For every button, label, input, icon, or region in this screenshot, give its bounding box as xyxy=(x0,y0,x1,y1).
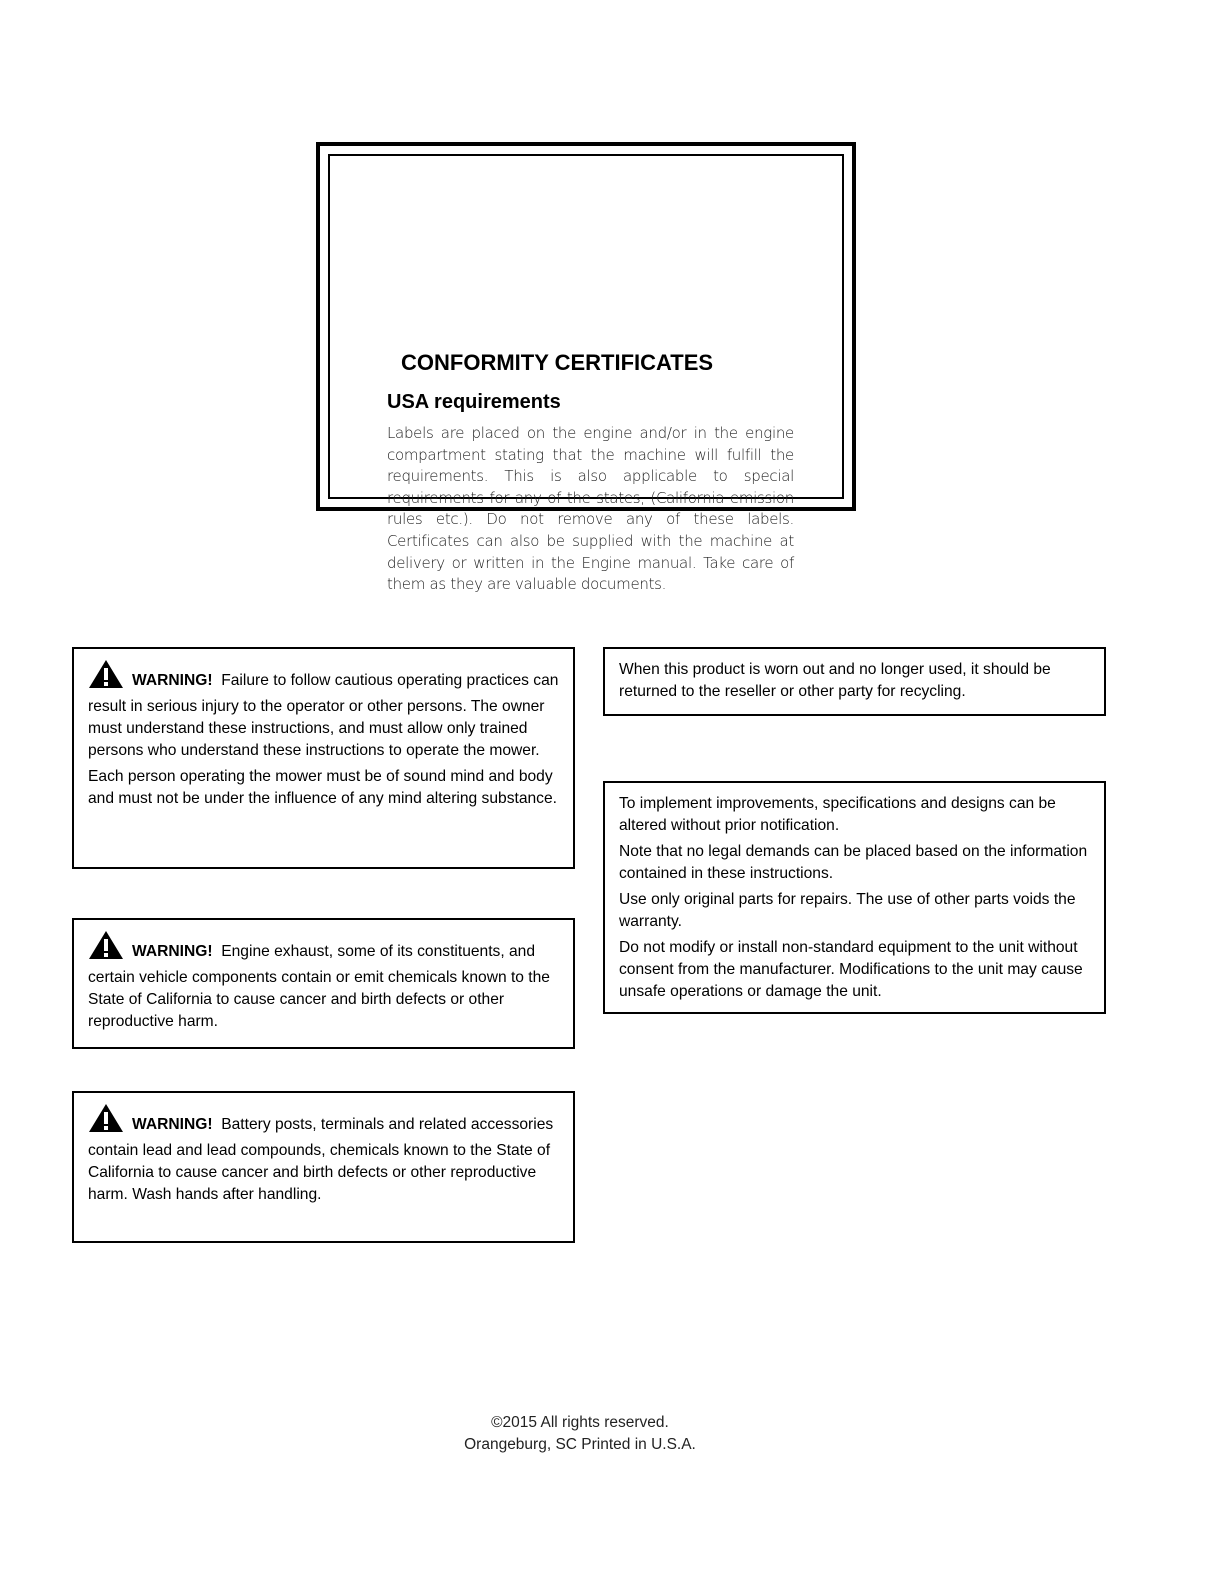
recycling-notice-box xyxy=(603,647,1106,716)
certificate-title: CONFORMITY CERTIFICATES xyxy=(401,350,714,375)
warning-label: WARNING! xyxy=(132,1116,213,1133)
warning-paragraph xyxy=(88,659,559,762)
warning-triangle-icon xyxy=(88,930,124,967)
warning-paragraph: Each person operating the mower must be of sound mind and body and must not be under the influence of any mind altering substance. xyxy=(88,768,557,807)
certificate-body: Labels are placed on the engine and/or in the engine compartment stating that the machine will fulfill the requirements. This is also applicable to special requirements for any of the states, (California emission rules etc.). Do not remove any of these labels. Certificates can also be supplied with the machine at delivery or written in the Engine manual. Take care of them as they are valuable documents. xyxy=(387,424,794,594)
footer-location: Orangeburg, SC Printed in U.S.A. xyxy=(464,1436,696,1453)
notice-paragraph: To implement improvements, specifications and designs can be altered without prior notification. xyxy=(619,795,1056,834)
notice-paragraph: Use only original parts for repairs. The use of other parts voids the warranty. xyxy=(619,891,1076,930)
warning-text: Failure to follow cautious operating practices can result in serious injury to the operator or other persons. The owner must understand these instructions, and must allow only trained persons who understand these instructions to operate the mower. xyxy=(88,672,559,759)
conformity-certificate-box xyxy=(316,142,856,594)
warning-label: WARNING! xyxy=(132,943,213,960)
notice-paragraph: Note that no legal demands can be placed based on the information contained in these instructions. xyxy=(619,843,1088,882)
warning-paragraph xyxy=(88,930,559,1033)
warning-triangle-icon xyxy=(88,1103,124,1140)
recycling-notice-text: When this product is worn out and no longer used, it should be returned to the reseller or other party for recycling. xyxy=(619,661,1051,700)
warning-label: WARNING! xyxy=(132,672,213,689)
warning-box-operation xyxy=(72,647,575,869)
footer-copyright: ©2015 All rights reserved. xyxy=(491,1414,669,1431)
notices-box xyxy=(603,781,1106,1014)
certificate-subtitle: USA requirements xyxy=(387,391,561,413)
warning-box-battery xyxy=(72,1091,575,1243)
warning-box-exhaust xyxy=(72,918,575,1049)
notice-paragraph: Do not modify or install non-standard equipment to the unit without consent from the manufacturer. Modifications to the unit may cause unsafe operations or damage the unit. xyxy=(619,939,1083,1000)
warning-paragraph xyxy=(88,1103,559,1206)
warning-triangle-icon xyxy=(88,659,124,696)
warning-text: Battery posts, terminals and related accessories contain lead and lead compounds, chemicals known to the State of California to cause cancer and birth defects or other reproductive harm. Wash hands after handling. xyxy=(88,1116,554,1203)
warning-text: Engine exhaust, some of its constituents, and certain vehicle components contain or emit chemicals known to the State of California to cause cancer and birth defects or other reproductive harm. xyxy=(88,943,550,1030)
